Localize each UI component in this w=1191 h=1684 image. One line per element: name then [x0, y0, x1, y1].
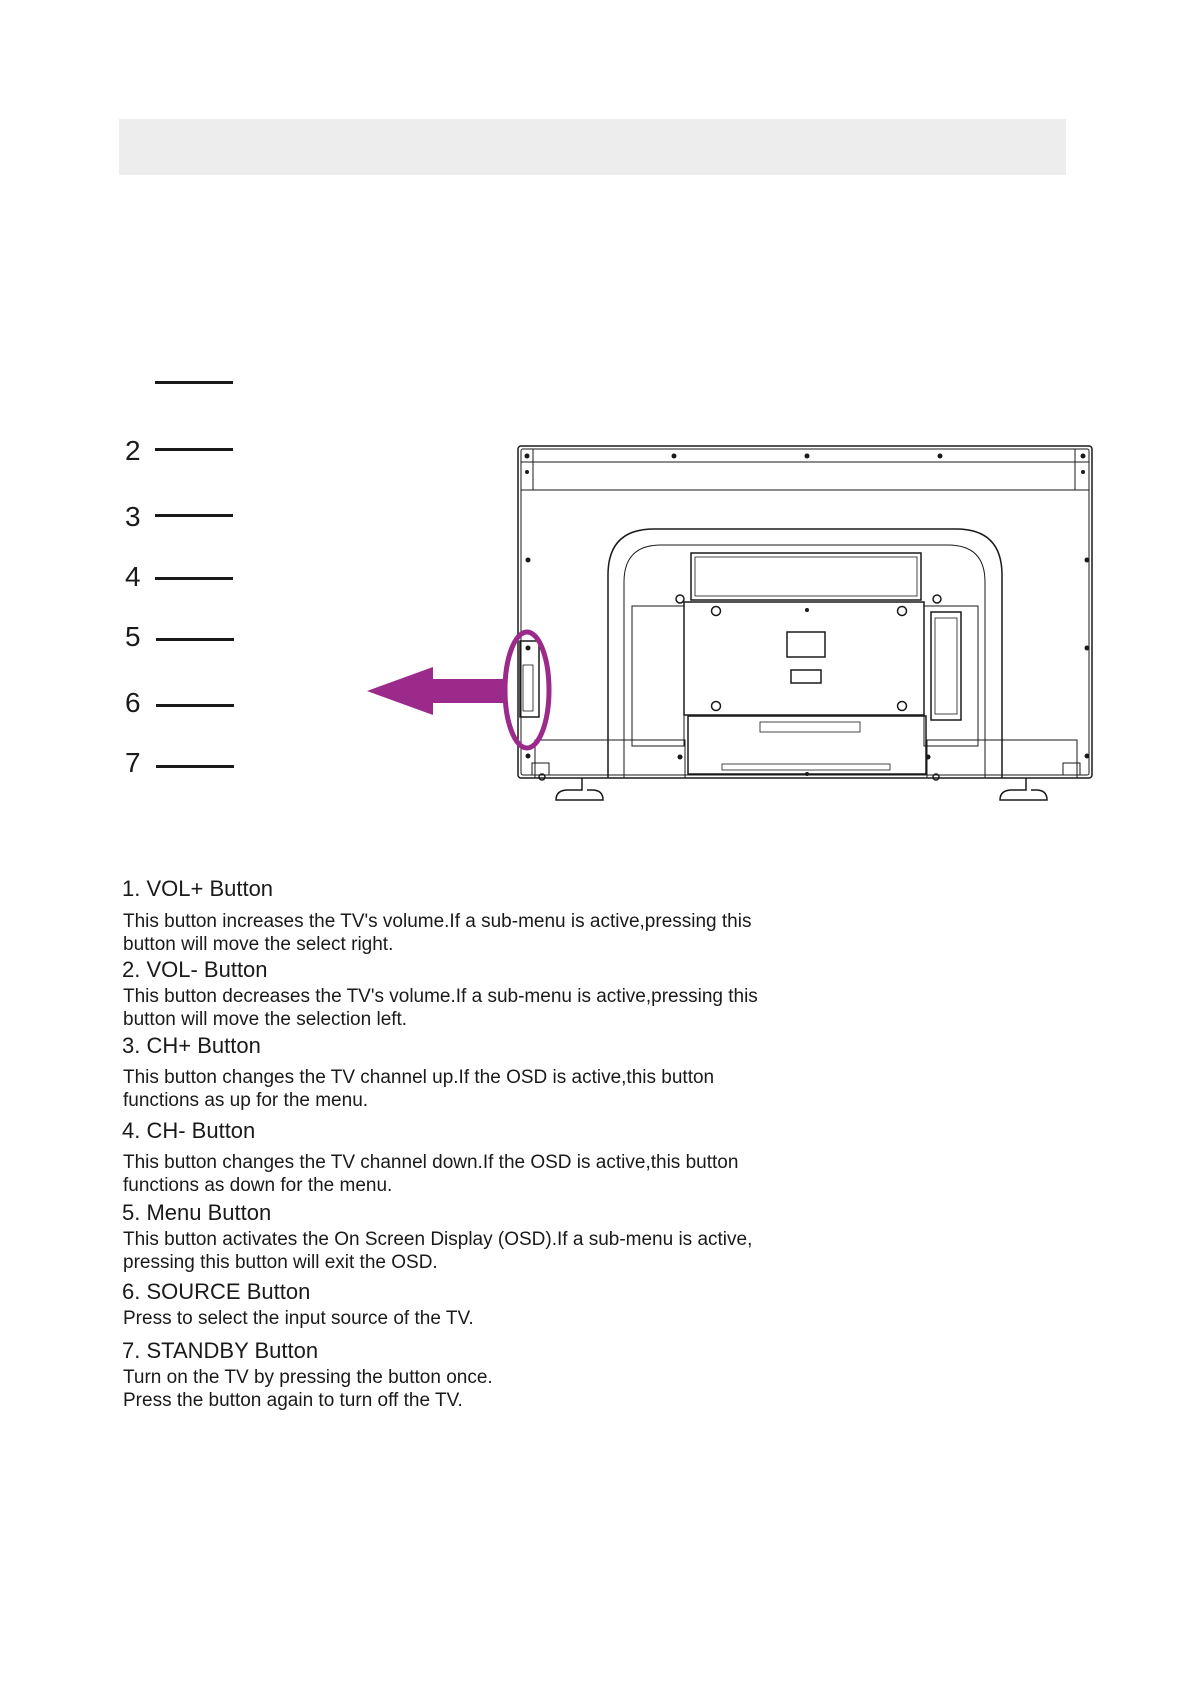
desc-title: 6. SOURCE Button: [122, 1279, 311, 1304]
callout-number-6: 6: [125, 687, 141, 718]
desc-menu: [122, 1200, 752, 1274]
desc-ch-down: [122, 1118, 738, 1197]
desc-line: This button increases the TV's volume.If a sub-menu is active,pressing this button will move the select right.: [123, 911, 752, 955]
desc-vol-down: [122, 957, 758, 1031]
header-band: [119, 119, 1066, 175]
tv-rear-diagram: [355, 430, 1115, 810]
desc-line: This button changes the TV channel down.If the OSD is active,this button functions as down for the menu.: [123, 1152, 739, 1196]
desc-title: 3. CH+ Button: [122, 1033, 261, 1058]
desc-source: [122, 1279, 474, 1330]
callout-number-2: 2: [125, 435, 141, 466]
callout-line-7: [156, 765, 234, 768]
callout-line-4: [155, 577, 233, 580]
desc-title: 1. VOL+ Button: [122, 876, 274, 901]
desc-title: 7. STANDBY Button: [122, 1338, 319, 1363]
callout-line-1: [155, 381, 233, 384]
callout-number-7: 7: [125, 747, 141, 778]
callout-line-5: [156, 638, 234, 641]
callout-number-5: 5: [125, 621, 141, 652]
desc-vol-up: [122, 876, 751, 956]
desc-line: Turn on the TV by pressing the button once. Press the button again to turn off the TV.: [123, 1367, 493, 1411]
arrow-left-icon: [367, 667, 505, 715]
desc-title: 2. VOL- Button: [122, 957, 268, 982]
callout-line-3: [155, 514, 233, 517]
callout-number-4: 4: [125, 561, 141, 592]
desc-line: Press to select the input source of the TV.: [123, 1308, 474, 1329]
callout-line-2: [155, 448, 233, 451]
callout-line-6: [156, 704, 234, 707]
desc-line: This button decreases the TV's volume.If a sub-menu is active,pressing this button will move the selection left.: [123, 986, 758, 1030]
desc-line: This button changes the TV channel up.If the OSD is active,this button functions as up for the menu.: [123, 1067, 715, 1111]
callout-number-3: 3: [125, 501, 141, 532]
desc-line: This button activates the On Screen Display (OSD).If a sub-menu is active, pressing this button will exit the OSD.: [123, 1229, 753, 1273]
desc-title: 5. Menu Button: [122, 1200, 272, 1225]
desc-standby: [122, 1338, 493, 1412]
desc-ch-up: [122, 1033, 714, 1112]
desc-title: 4. CH- Button: [122, 1118, 256, 1143]
